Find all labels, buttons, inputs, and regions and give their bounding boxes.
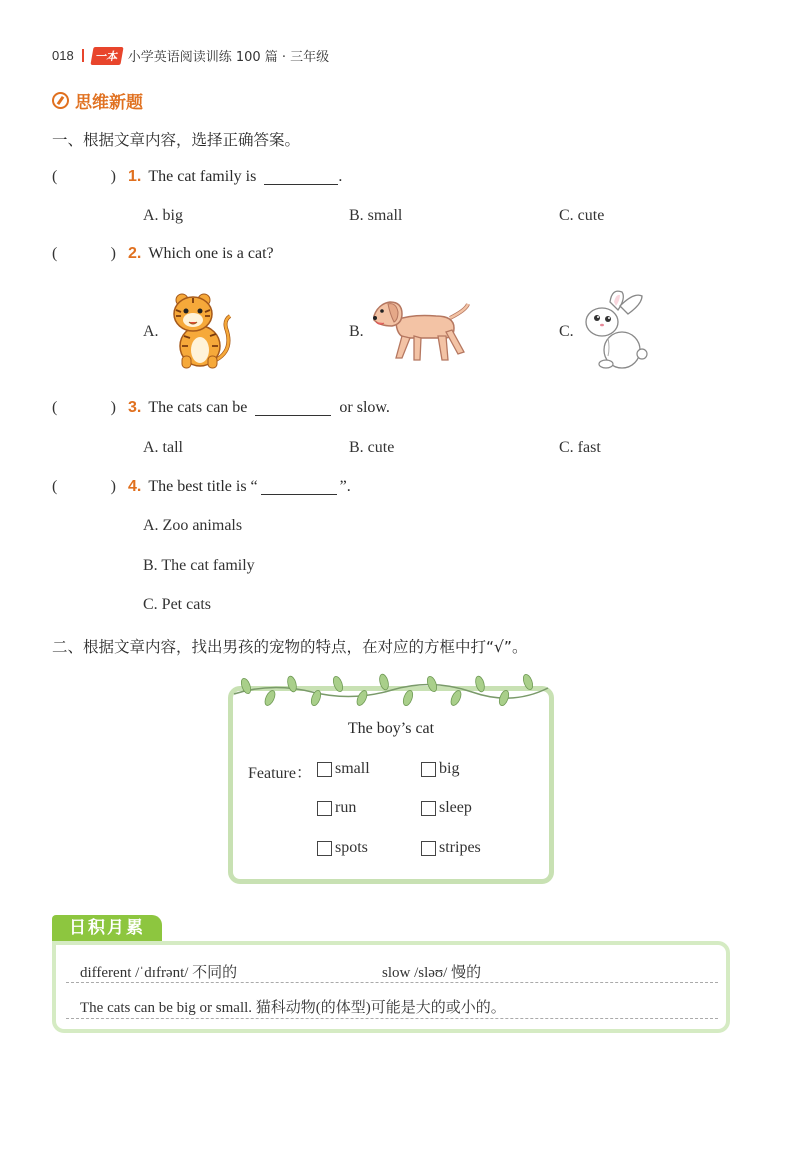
q3-option-b[interactable]: B. cute xyxy=(349,439,395,456)
feature-sleep[interactable] xyxy=(421,799,472,817)
feature-label: Feature： xyxy=(248,765,312,782)
answer-blank xyxy=(264,170,338,185)
q3-option-a[interactable]: A. tall xyxy=(143,439,183,456)
example-sentence: The cats can be big or small. 猫科动物(的体型)可能是大的或小的。 xyxy=(80,1000,506,1016)
checkbox[interactable] xyxy=(317,841,332,856)
answer-bracket[interactable]: ( ) xyxy=(52,399,116,416)
part1-instruction: 一、根据文章内容，选择正确答案。 xyxy=(52,131,301,149)
book-title: 小学英语阅读训练 100 篇 · 三年级 xyxy=(127,50,330,65)
feature-run[interactable] xyxy=(317,799,356,817)
question-stem-end: ”. xyxy=(339,478,351,495)
question-1 xyxy=(52,168,342,186)
feature-stripes[interactable] xyxy=(421,839,481,857)
q2-option-c[interactable]: C. xyxy=(559,323,574,340)
accumulate-box xyxy=(52,941,730,1033)
question-number: 1. xyxy=(128,168,142,185)
answer-bracket[interactable]: ( ) xyxy=(52,168,116,185)
dashed-divider xyxy=(66,1018,718,1019)
question-stem-end: or slow. xyxy=(339,399,390,416)
question-stem: Which one is a cat? xyxy=(148,245,274,262)
answer-bracket[interactable]: ( ) xyxy=(52,478,116,495)
q4-option-a[interactable]: A. Zoo animals xyxy=(143,517,243,534)
q2-option-a[interactable]: A. xyxy=(143,323,159,340)
vine-decoration xyxy=(232,672,550,706)
feature-box xyxy=(228,686,554,884)
pencil-icon xyxy=(52,92,69,109)
answer-bracket[interactable]: ( ) xyxy=(52,245,116,262)
feature-text: run xyxy=(335,799,357,816)
checkbox[interactable] xyxy=(317,801,332,816)
question-stem: The cats can be xyxy=(148,399,248,416)
question-stem: The best title is “ xyxy=(148,478,258,495)
question-4 xyxy=(52,478,351,496)
checkbox[interactable] xyxy=(421,801,436,816)
box-title: The boy’s cat xyxy=(347,720,435,737)
question-number: 3. xyxy=(128,399,142,416)
checkbox[interactable] xyxy=(421,762,436,777)
question-stem-end: . xyxy=(338,168,343,185)
feature-text: sleep xyxy=(439,799,472,816)
section-heading xyxy=(52,88,143,113)
checkbox[interactable] xyxy=(317,762,332,777)
feature-big[interactable] xyxy=(421,760,459,778)
feature-small[interactable] xyxy=(317,760,370,778)
section-title: 思维新题 xyxy=(75,93,143,113)
question-number: 2. xyxy=(128,245,142,262)
q1-option-c[interactable]: C. cute xyxy=(559,207,605,224)
q1-option-b[interactable]: B. small xyxy=(349,207,403,224)
feature-text: stripes xyxy=(439,839,481,856)
part2-instruction: 二、根据文章内容，找出男孩的宠物的特点，在对应的方框中打“√”。 xyxy=(52,638,528,656)
question-stem: The cat family is xyxy=(148,168,257,185)
answer-blank xyxy=(255,401,331,416)
vocab-slow: slow /sləʊ/ 慢的 xyxy=(382,965,482,981)
page-header xyxy=(52,46,329,65)
question-3 xyxy=(52,399,390,417)
vocab-different: different /ˈdɪfrənt/ 不同的 xyxy=(80,965,238,981)
header-divider xyxy=(82,49,84,62)
q3-option-c[interactable]: C. fast xyxy=(559,439,601,456)
feature-text: small xyxy=(335,760,370,777)
question-number: 4. xyxy=(128,478,142,495)
feature-text: big xyxy=(439,760,460,777)
accumulate-tab: 日积月累 xyxy=(52,915,162,941)
dashed-divider xyxy=(66,982,718,983)
q1-option-a[interactable]: A. big xyxy=(143,207,183,224)
feature-spots[interactable] xyxy=(317,839,368,857)
checkbox[interactable] xyxy=(421,841,436,856)
question-2 xyxy=(52,245,274,263)
q4-option-b[interactable]: B. The cat family xyxy=(143,557,255,574)
rabbit-image xyxy=(578,288,650,372)
answer-blank xyxy=(261,480,337,495)
page-number: 018 xyxy=(52,48,74,63)
publisher-logo: 一本 xyxy=(90,47,123,65)
dog-image xyxy=(372,296,470,364)
q2-option-b[interactable]: B. xyxy=(349,323,364,340)
feature-text: spots xyxy=(335,839,368,856)
q4-option-c[interactable]: C. Pet cats xyxy=(143,596,211,613)
tiger-image xyxy=(164,290,236,370)
